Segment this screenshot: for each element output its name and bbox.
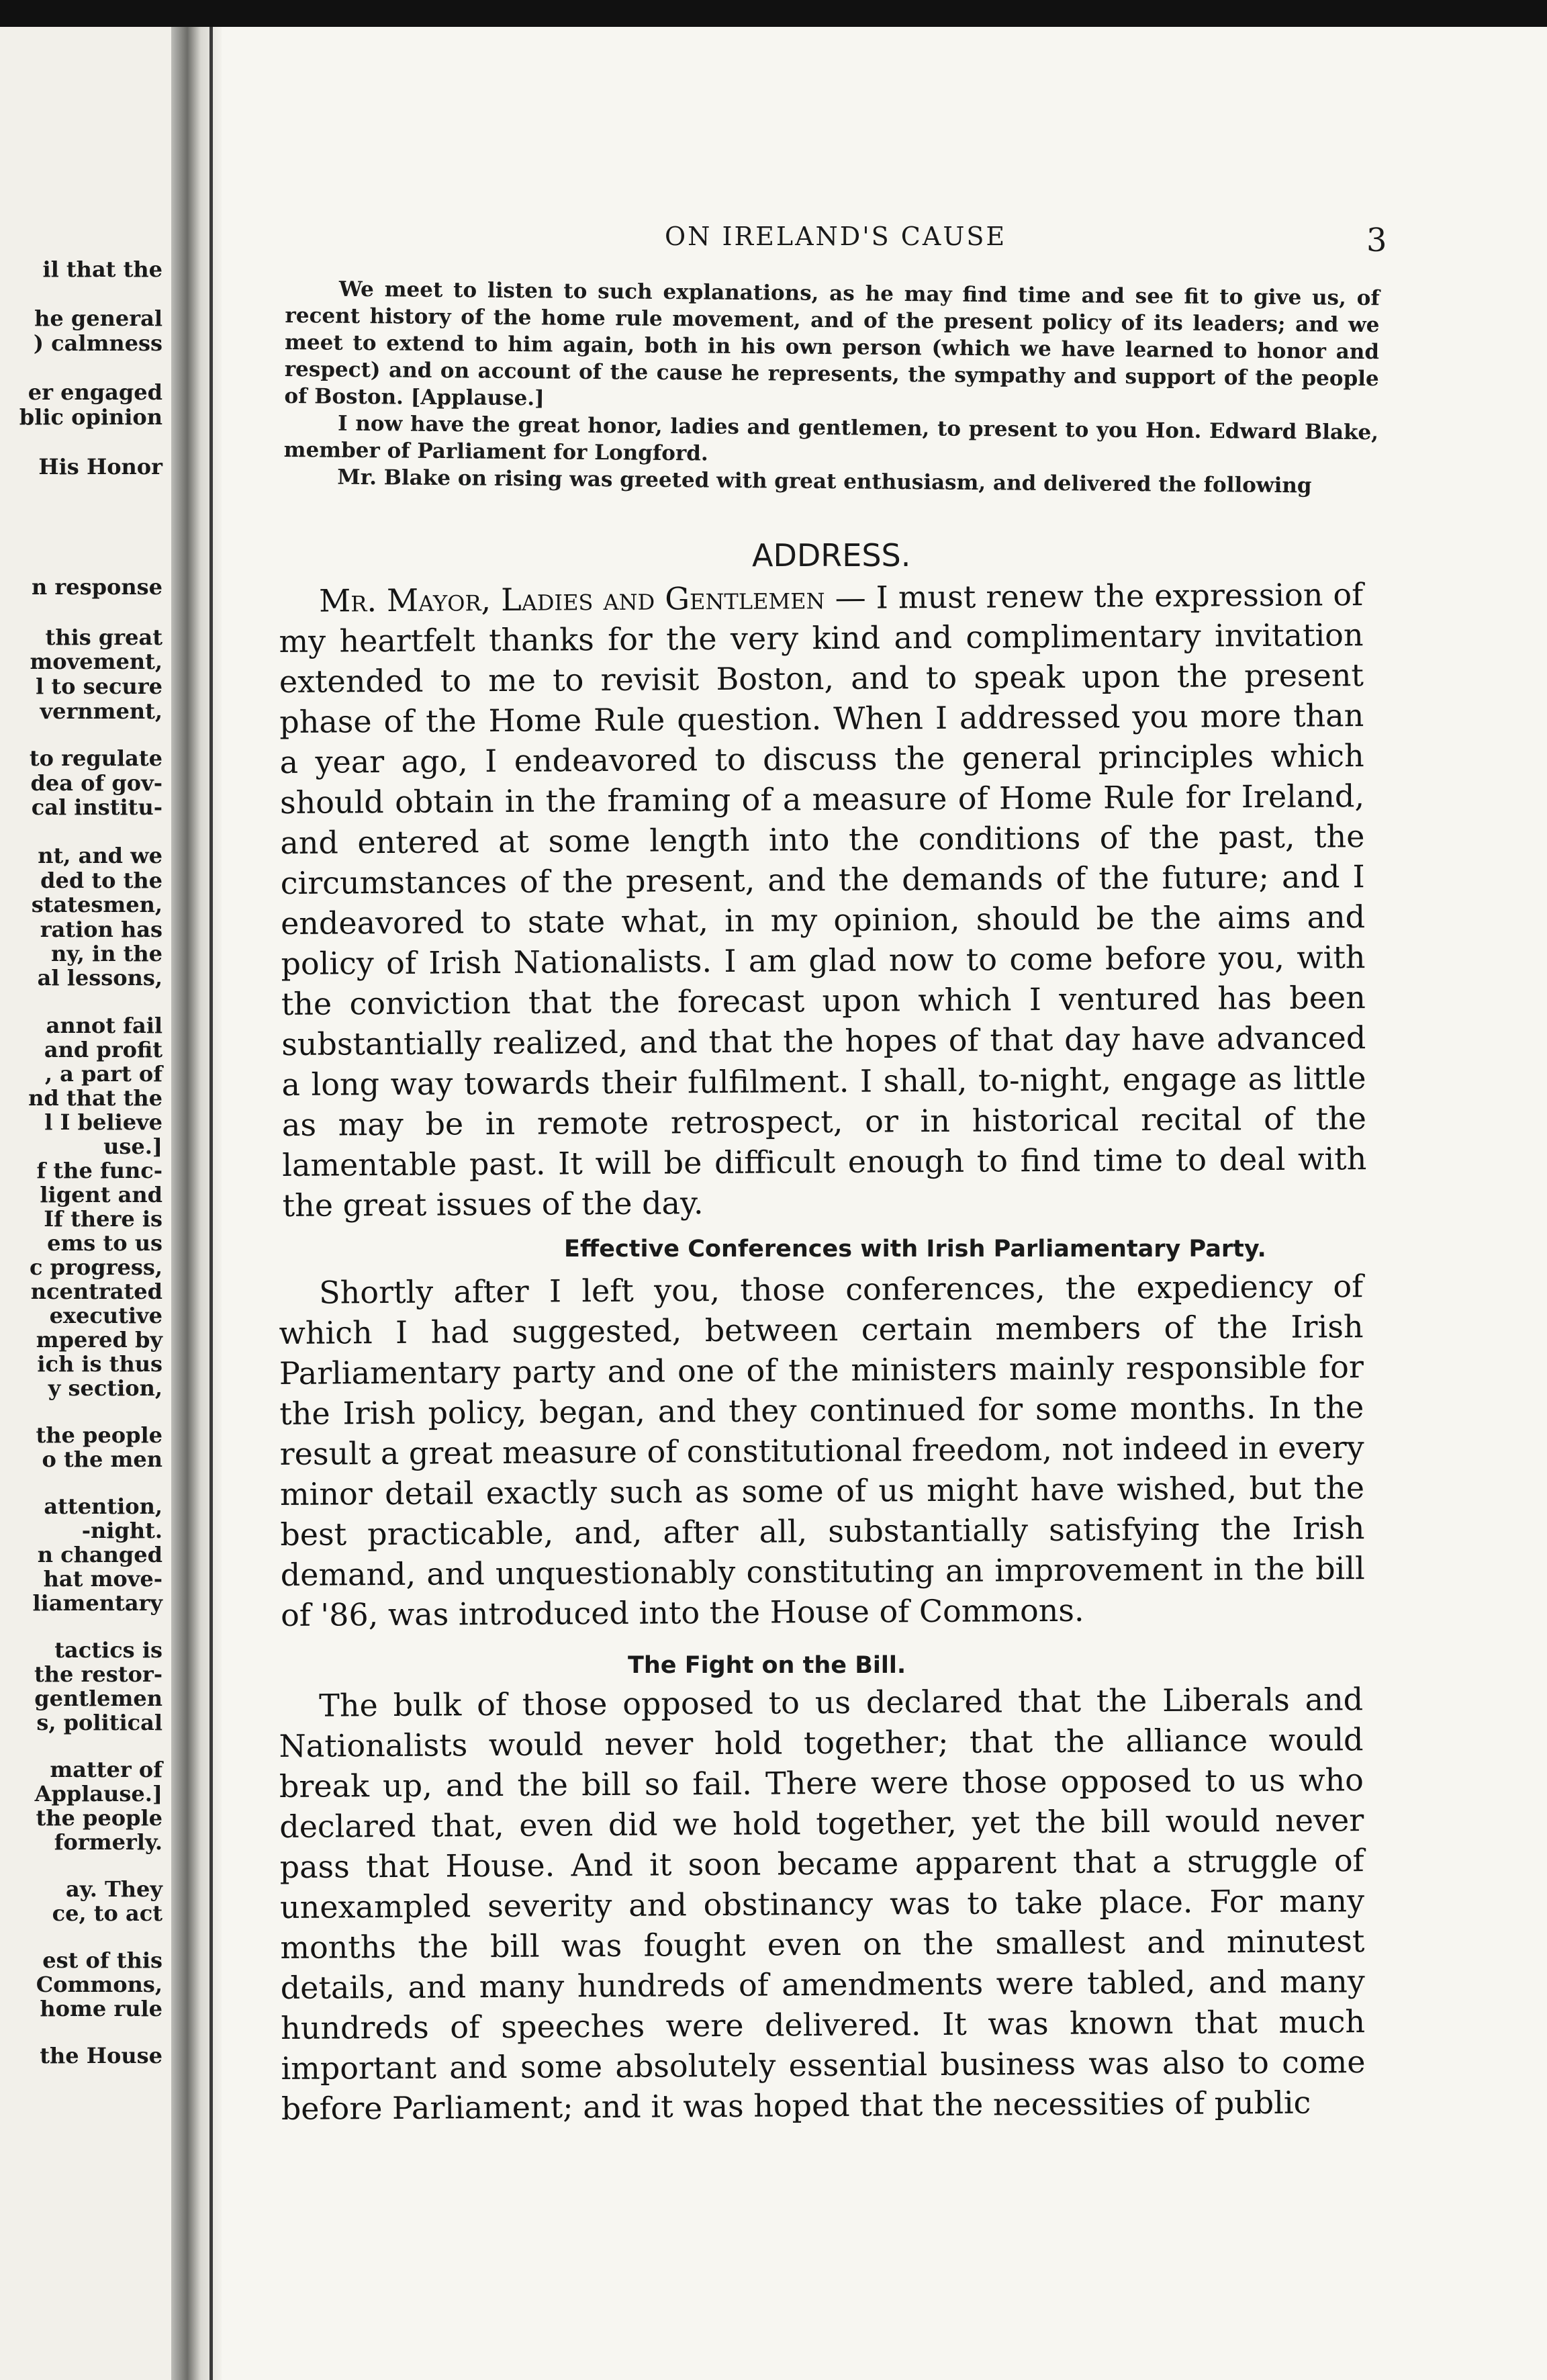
intro-text bbox=[283, 275, 1380, 500]
previous-page-line-fragment: and profit bbox=[44, 1037, 162, 1062]
previous-page-line-fragment: ) calmness bbox=[33, 330, 162, 356]
book-gutter bbox=[171, 27, 225, 2380]
previous-page-line-fragment: o the men bbox=[42, 1447, 162, 1472]
intro-paragraph-1: We meet to listen to such explanations, as he may find time and see fit to give us, of recent history of the home rule movement, and of the present policy of its leaders; and we meet to extend to him again, both in his own person (which we have learned to honor and respect) and on account of the cause he represents, the sympathy and support of the people of Boston. [Applause.] bbox=[284, 277, 1380, 411]
previous-page-line-fragment: l to secure bbox=[36, 674, 162, 699]
previous-page-line-fragment: he general bbox=[34, 306, 162, 331]
previous-page-line-fragment: er engaged bbox=[28, 379, 162, 405]
previous-page-line-fragment: ny, in the bbox=[50, 941, 162, 966]
previous-page-line-fragment: the people bbox=[36, 1422, 162, 1448]
previous-page-line-fragment: to regulate bbox=[29, 745, 162, 771]
intro-paragraph-3: Mr. Blake on rising was greeted with great enthusiasm, and delivered the following bbox=[337, 465, 1312, 498]
address-paragraph-1 bbox=[279, 574, 1367, 1226]
previous-page-line-fragment: Commons, bbox=[36, 1972, 162, 1997]
section-fight-text: The bulk of those opposed to us declared that the Liberals and Nationalists would never hold together; that the alliance would break up, and the bill so fail. There were those opposed to us who declared that, even did we hold together, yet the bill would never pass that House. And it soon became apparent that a struggle of unexampled severity and obstinancy was to take place. For many months the bill was fought even on the smallest and minutest details, and many hundreds of amendments were tabled, and many hundreds of speeches were delivered. It was known that much important and some absolutely essential business was also to come before Parliament; and it was hoped that the necessities of public bbox=[279, 1681, 1366, 2127]
section-conferences-body bbox=[279, 1266, 1365, 1635]
previous-page-line-fragment: s, political bbox=[36, 1710, 162, 1735]
previous-page-line-fragment: l I believe bbox=[44, 1109, 162, 1135]
previous-page-line-fragment: ncentrated bbox=[30, 1279, 162, 1304]
previous-page-line-fragment: dea of gov- bbox=[30, 770, 162, 796]
address-paragraph-1-text: — I must renew the expression of my heartfelt thanks for the very kind and complimentary invitation extended to me to revisit Boston, and to speak upon the present phase of the Home Rule question. When I addressed you more than a year ago, I endeavored to discuss the general principles which should obtain in the framing of a measure of Home Rule for Ireland, and entered at some length into the conditions of the past, the circumstances of the present, and the demands of the future; and I endeavored to state what, in my opinion, should be the aims and policy of Irish Nationalists. I am glad now to come before you, with the conviction that the forecast upon which I ventured has been substantially realized, and that the hopes of that day have advanced a long way towards their fulfilment. I shall, to-night, engage as little as may be in remote retrospect, or in historical recital of the lamentable past. It will be difficult enough to find time to deal with the great issues of the day. bbox=[279, 576, 1367, 1224]
previous-page-line-fragment: His Honor bbox=[38, 454, 162, 479]
previous-page-line-fragment: home rule bbox=[40, 1996, 162, 2021]
section-fight-body bbox=[279, 1679, 1366, 2129]
previous-page-edge bbox=[0, 27, 175, 2380]
previous-page-line-fragment: ration has bbox=[40, 917, 162, 942]
previous-page-line-fragment: Applause.] bbox=[34, 1781, 162, 1806]
intro-paragraph-2: I now have the great honor, ladies and gentlemen, to present to you Hon. Edward Blake, member of Parliament for Longford. bbox=[283, 411, 1379, 466]
previous-page-line-fragment: If there is bbox=[44, 1206, 162, 1232]
previous-page-line-fragment: tactics is bbox=[54, 1637, 162, 1663]
previous-page-line-fragment: annot fail bbox=[46, 1013, 162, 1038]
previous-page-line-fragment: movement, bbox=[30, 649, 162, 674]
previous-page-line-fragment: , a part of bbox=[44, 1061, 162, 1087]
page-number: 3 bbox=[1366, 222, 1387, 259]
previous-page-line-fragment: al lessons, bbox=[37, 965, 162, 991]
previous-page-line-fragment: liamentary bbox=[32, 1590, 162, 1616]
previous-page-line-fragment: ce, to act bbox=[52, 1901, 162, 1926]
previous-page-line-fragment: ded to the bbox=[40, 868, 162, 893]
previous-page-line-fragment: statesmen, bbox=[31, 892, 162, 917]
previous-page-line-fragment: n response bbox=[32, 574, 162, 600]
previous-page-line-fragment: f the func- bbox=[36, 1158, 162, 1183]
previous-page-line-fragment: -night. bbox=[81, 1518, 162, 1543]
previous-page-line-fragment: executive bbox=[49, 1303, 162, 1328]
previous-page-line-fragment: c progress, bbox=[30, 1254, 162, 1280]
previous-page-line-fragment: this great bbox=[45, 625, 162, 650]
previous-page-line-fragment: hat move- bbox=[43, 1566, 162, 1592]
section-heading-fight: The Fight on the Bill. bbox=[628, 1652, 906, 1679]
gutter-shadow bbox=[209, 27, 213, 2380]
previous-page-line-fragment: use.] bbox=[103, 1134, 162, 1159]
previous-page-line-fragment: ligent and bbox=[40, 1182, 162, 1207]
previous-page-line-fragment: the people bbox=[36, 1805, 162, 1831]
previous-page-line-fragment: mpered by bbox=[36, 1327, 162, 1353]
previous-page-line-fragment: formerly. bbox=[54, 1829, 162, 1855]
section-heading-conferences: Effective Conferences with Irish Parliamentary Party. bbox=[564, 1236, 1266, 1263]
previous-page-line-fragment: blic opinion bbox=[19, 404, 162, 430]
previous-page-line-fragment: n changed bbox=[37, 1542, 162, 1567]
previous-page-line-fragment: y section, bbox=[48, 1375, 162, 1401]
previous-page-line-fragment: ich is thus bbox=[37, 1351, 162, 1377]
previous-page-line-fragment: vernment, bbox=[40, 698, 162, 724]
section-conferences-text: Shortly after I left you, those conferences, the expediency of which I had suggested, between certain members of the Irish Parliamentary party and one of the ministers mainly responsible for the Irish policy, began, and they continued for some months. In the result a great measure of constitutional freedom, not indeed in every minor detail exactly such as some of us might have wished, but the best practicable, and, after all, substantially satisfying the Irish demand, and unquestionably constituting an improvement in the bill of '86, was introduced into the House of Commons. bbox=[279, 1268, 1365, 1633]
previous-page-line-fragment: the House bbox=[40, 2043, 162, 2068]
previous-page-line-fragment: est of this bbox=[42, 1948, 162, 1973]
previous-page-line-fragment: ay. They bbox=[66, 1876, 162, 1902]
previous-page-line-fragment: attention, bbox=[44, 1494, 162, 1519]
previous-page-line-fragment: the restor- bbox=[34, 1661, 162, 1687]
previous-page-line-fragment: ems to us bbox=[47, 1230, 162, 1256]
previous-page-line-fragment: nd that the bbox=[28, 1085, 162, 1111]
salutation: Mr. Mayor, Ladies and Gentlemen bbox=[319, 580, 825, 619]
address-heading: ADDRESS. bbox=[752, 537, 911, 574]
previous-page-line-fragment: cal institu- bbox=[31, 794, 162, 820]
previous-page-line-fragment: il that the bbox=[42, 257, 162, 282]
document-page bbox=[222, 27, 1547, 2380]
running-title: ON IRELAND'S CAUSE bbox=[665, 222, 1007, 251]
previous-page-line-fragment: gentlemen bbox=[34, 1686, 162, 1711]
previous-page-line-fragment: matter of bbox=[50, 1757, 162, 1782]
previous-page-line-fragment: nt, and we bbox=[38, 843, 162, 868]
